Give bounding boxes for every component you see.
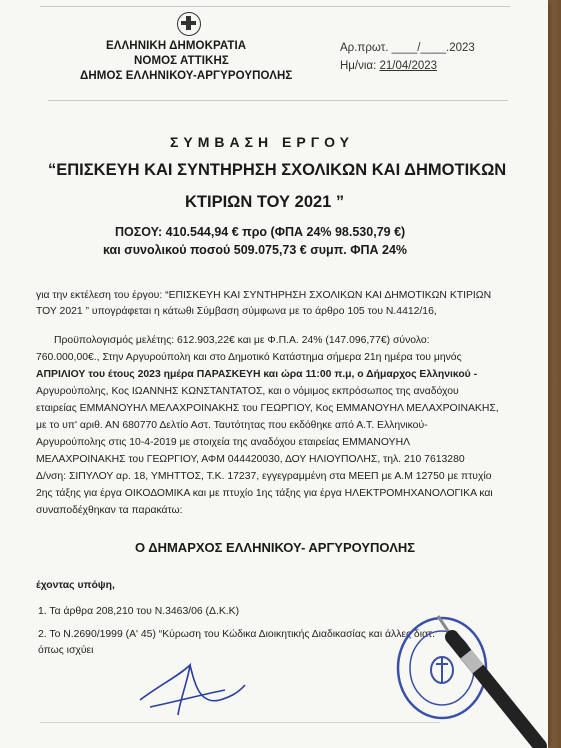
amount-line-2: και συνολικού ποσού 509.075,73 € συμπ. ΦΠΑ 24%: [103, 243, 408, 257]
paragraph-2-line-1: Προϋπολογισμός μελέτης: 612.903,22€ και με Φ.Π.Α. 24% (147.096,77€) σύνολο:: [54, 335, 430, 346]
document-date: [340, 60, 437, 72]
paragraph-2-line-3: ΑΠΡΙΛΙΟΥ του έτους 2023 ημέρα ΠΑΡΑΣΚΕΥΗ και ώρα 11:00 π.μ, ο Δήμαρχος Ελληνικού -: [36, 369, 478, 380]
paragraph-2-line-10: 2ης τάξης για έργα ΟΙΚΟΔΟΜΙΚΑ και με πτυχίο 1ης τάξης για έργα ΗΛΕΚΤΡΟΜΗΧΑΝΟΛΟΓΙΚΑ και: [36, 488, 493, 499]
paragraph-2-line-7: Αργυρούπολης στις 10-4-2019 με στοιχεία της αναδόχου εταιρείας ΕΜΜΑΝΟΥΗΛ: [36, 437, 411, 448]
paragraph-2-line-9: Δ/νση: ΣΙΠΥΛΟΥ αρ. 18, ΥΜΗΤΤΟΣ, Τ.Κ. 17237, εγγεγραμμένη στα ΜΕΕΠ με Α.Μ 12750 με πτυχίο: [36, 471, 492, 482]
org-line-2: ΝΟΜΟΣ ΑΤΤΙΚΗΣ: [134, 55, 229, 67]
signature-image: [130, 645, 250, 725]
date-label: Ημ/νια:: [340, 60, 380, 72]
protocol-number: Αρ.πρωτ. ____/____.2023: [340, 42, 475, 54]
list-item-1: 1. Τα άρθρα 208,210 του Ν.3463/06 (Δ.Κ.Κ): [38, 606, 240, 617]
mayor-heading: Ο ΔΗΜΑΡΧΟΣ ΕΛΛΗΝΙΚΟΥ- ΑΡΓΥΡΟΥΠΟΛΗΣ: [135, 540, 416, 555]
org-line-3: ΔΗΜΟΣ ΕΛΛΗΝΙΚΟΥ-ΑΡΓΥΡΟΥΠΟΛΗΣ: [80, 70, 293, 82]
paragraph-1-line-2: ΤΟΥ 2021 ” υπογράφεται η κάτωθι Σύμβαση σύμφωνα με το άρθρο 105 του Ν.4412/16,: [36, 306, 437, 317]
paragraph-2-line-5: εταιρείας ΕΜΜΑΝΟΥΗΛ ΜΕΛΑΧΡΟΙΝΑΚΗΣ του ΓΕΩΡΓΙΟΥ, Κος ΕΜΜΑΝΟΥΗΛ ΜΕΛΑΧΡΟΙΝΑΚΗΣ,: [36, 403, 499, 414]
paragraph-1-line-1: για την εκτέλεση του έργου: “ΕΠΙΣΚΕΥΗ ΚΑΙ ΣΥΝΤΗΡΗΣΗ ΣΧΟΛΙΚΩΝ ΚΑΙ ΔΗΜΟΤΙΚΩΝ ΚΤΙΡΙΩΝ: [36, 290, 492, 301]
pen-image: [430, 610, 548, 748]
list-item-2-line-2: όπως ισχύει: [38, 645, 94, 656]
project-title-line-2: ΚΤΙΡΙΩΝ ΤΟΥ 2021 ”: [185, 193, 345, 211]
document-title: ΣΥΜΒΑΣΗ ΕΡΓΟΥ: [170, 134, 354, 150]
paragraph-2-line-6: με το υπ' αριθ. ΑΝ 680770 Δελτίο Αστ. Ταυτότητας που εκδόθηκε από Α.Τ. Ελληνικού-: [36, 420, 428, 431]
paragraph-2-line-11: συναποδέχθηκαν τα παρακάτω:: [36, 505, 183, 516]
paragraph-2-line-2: 760.000,00€., Στην Αργυρούπολη και στο Δημοτικό Κατάστημα σήμερα 21η ημέρα του μηνός: [36, 352, 462, 363]
project-title-line-1: “ΕΠΙΣΚΕΥΗ ΚΑΙ ΣΥΝΤΗΡΗΣΗ ΣΧΟΛΙΚΩΝ ΚΑΙ ΔΗΜΟΤΙΚΩΝ: [48, 161, 507, 179]
date-value: 21/04/2023: [379, 60, 438, 72]
paragraph-2-line-4: Αργυρούπολης, Κος ΙΩΑΝΝΗΣ ΚΩΝΣΤΑΝΤΑΤΟΣ, και ο νόμιμος εκπρόσωπος της αναδόχου: [36, 386, 459, 397]
org-line-1: ΕΛΛΗΝΙΚΗ ΔΗΜΟΚΡΑΤΙΑ: [106, 40, 247, 52]
divider: [48, 100, 508, 101]
paragraph-2-line-8: ΜΕΛΑΧΡΟΙΝΑΚΗΣ του ΓΕΩΡΓΙΟΥ, ΑΦΜ 044420030, ΔΟΥ ΗΛΙΟΥΠΟΛΗΣ, τηλ. 210 7613280: [36, 454, 465, 465]
fold-line: [40, 6, 510, 7]
greek-emblem-icon: [177, 12, 201, 36]
amount-line-1: ΠΟΣΟΥ: 410.544,94 € προ (ΦΠΑ 24% 98.530,79 €): [115, 225, 406, 239]
list-item-2-line-1: 2. Το Ν.2690/1999 (Α' 45) “Κύρωση του Κώδικα Διοικητικής Διαδικασίας και άλλες διατ.: [38, 629, 436, 640]
considering-label: έχοντας υπόψη,: [36, 580, 115, 591]
bottom-edge-line: [40, 722, 440, 723]
